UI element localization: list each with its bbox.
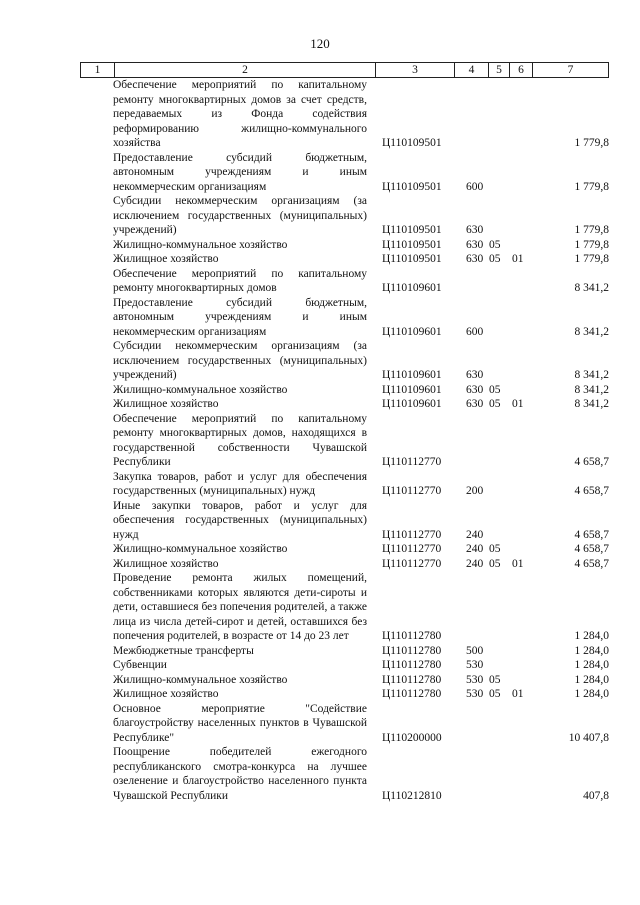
row-name: Субвенции	[113, 659, 167, 671]
row-code: Ц110112770	[382, 543, 442, 555]
table-row	[0, 702, 640, 746]
row-name: Межбюджетные трансферты	[113, 644, 254, 657]
row-col-4: 240	[466, 543, 484, 555]
row-col-5: 05	[489, 383, 501, 396]
table-row	[0, 687, 640, 702]
table-body	[0, 78, 640, 803]
table-row	[0, 238, 640, 253]
row-col-4: 240	[466, 528, 484, 541]
table-row	[0, 673, 640, 688]
header-col-2: 2	[114, 63, 375, 77]
row-code: Ц110109601	[382, 383, 442, 396]
row-name: Предоставление субсидий бюджетным, автономным учреждениям и иным некоммерческим организациям	[113, 151, 367, 193]
row-col-6: 01	[512, 557, 524, 570]
row-amount: 407,8	[583, 789, 609, 802]
row-col-4: 630	[466, 369, 484, 381]
row-code: Ц110109501	[382, 253, 442, 265]
row-amount: 10 407,8	[568, 731, 609, 744]
row-name: Жилищно-коммунальное хозяйство	[113, 673, 288, 686]
row-name: Иные закупки товаров, работ и услуг для обеспечения государственных (муниципальных) нужд	[113, 499, 367, 541]
page-number: 120	[310, 36, 330, 51]
row-col-4: 600	[466, 325, 484, 338]
row-name: Проведение ремонта жилых помещений, собственниками которых являются дети-сироты и дети, оставшиеся без попечения родителей, а также лица из числа детей-сирот и детей, оставшихся без попечения родителей, в возрасте от 14 до 23 лет	[113, 572, 367, 642]
row-code: Ц110112780	[382, 659, 442, 671]
row-name: Жилищное хозяйство	[113, 398, 219, 410]
row-name: Обеспечение мероприятий по капитальному ремонту многоквартирных домов за счет средств, передаваемых из Фонда содействия реформированию жилищно-коммунального хозяйства	[113, 79, 367, 149]
table-row	[0, 267, 640, 296]
row-col-5: 05	[489, 557, 501, 570]
row-name: Предоставление субсидий бюджетным, автономным учреждениям и иным некоммерческим организациям	[113, 296, 367, 338]
row-amount: 1 284,0	[574, 644, 609, 657]
row-name: Субсидии некоммерческим организациям (за исключением государственных (муниципальных) учреждений)	[113, 195, 367, 236]
row-col-4: 530	[466, 659, 484, 671]
header-col-6: 6	[509, 63, 532, 77]
row-amount: 4 658,7	[574, 543, 609, 555]
row-amount: 1 284,0	[574, 688, 609, 700]
table-row	[0, 412, 640, 470]
row-name: Жилищное хозяйство	[113, 688, 219, 700]
row-amount: 8 341,2	[574, 383, 609, 396]
table-row	[0, 151, 640, 195]
row-code: Ц110112780	[382, 644, 442, 657]
row-amount: 8 341,2	[574, 398, 609, 410]
row-col-6: 01	[512, 398, 524, 410]
row-col-6: 01	[512, 253, 524, 265]
header-col-1: 1	[80, 63, 114, 77]
table-row	[0, 78, 640, 151]
table-row	[0, 296, 640, 340]
row-code: Ц110109601	[382, 369, 442, 381]
row-amount: 8 341,2	[574, 369, 609, 381]
row-amount: 4 658,7	[574, 485, 609, 497]
table-row	[0, 499, 640, 543]
row-code: Ц110109601	[382, 325, 442, 338]
table-row	[0, 571, 640, 644]
row-code: Ц110112770	[382, 557, 442, 570]
row-code: Ц110109601	[382, 398, 442, 410]
row-col-4: 240	[466, 557, 484, 570]
table-row	[0, 644, 640, 659]
row-code: Ц110109601	[382, 282, 442, 294]
row-amount: 1 779,8	[574, 224, 609, 236]
row-code: Ц110109501	[382, 224, 442, 236]
row-col-4: 630	[466, 238, 484, 251]
row-col-5: 05	[489, 543, 501, 555]
row-amount: 1 779,8	[574, 137, 609, 149]
row-col-5: 05	[489, 688, 501, 700]
row-amount: 4 658,7	[574, 528, 609, 541]
row-name: Обеспечение мероприятий по капитальному ремонту многоквартирных домов, находящихся в государственной собственности Чувашской Республики	[113, 412, 367, 468]
row-col-5: 05	[489, 398, 501, 410]
header-col-5: 5	[488, 63, 509, 77]
row-code: Ц110112770	[382, 528, 442, 541]
row-amount: 1 284,0	[574, 630, 609, 642]
row-amount: 8 341,2	[574, 325, 609, 338]
row-name: Поощрение победителей ежегодного республиканского смотра-конкурса на лучшее озеленение и благоустройство населенного пункта Чувашской Республики	[113, 746, 367, 802]
row-amount: 4 658,7	[574, 557, 609, 570]
row-col-4: 500	[466, 644, 484, 657]
row-name: Закупка товаров, работ и услуг для обеспечения государственных (муниципальных) нужд	[113, 470, 367, 497]
row-name: Субсидии некоммерческим организациям (за исключением государственных (муниципальных) учреждений)	[113, 340, 367, 381]
table-row	[0, 252, 640, 267]
row-name: Жилищно-коммунальное хозяйство	[113, 383, 288, 396]
header-col-7: 7	[532, 63, 609, 77]
table-row	[0, 339, 640, 383]
row-amount: 4 658,7	[574, 456, 609, 468]
row-amount: 1 779,8	[574, 180, 609, 193]
row-col-5: 05	[489, 253, 501, 265]
row-col-4: 630	[466, 253, 484, 265]
row-code: Ц110109501	[382, 180, 442, 193]
row-name: Жилищно-коммунальное хозяйство	[113, 238, 288, 251]
row-amount: 8 341,2	[574, 282, 609, 294]
row-name: Жилищное хозяйство	[113, 557, 219, 570]
table-row	[0, 745, 640, 803]
row-code: Ц110112780	[382, 673, 442, 686]
row-col-4: 200	[466, 485, 484, 497]
header-col-3: 3	[375, 63, 454, 77]
row-code: Ц110112780	[382, 688, 442, 700]
row-code: Ц110109501	[382, 238, 442, 251]
table-row	[0, 470, 640, 499]
row-name: Жилищное хозяйство	[113, 253, 219, 265]
row-col-4: 630	[466, 383, 484, 396]
table-row	[0, 542, 640, 557]
row-name: Основное мероприятие "Содействие благоустройству населенных пунктов в Чувашской Республике"	[113, 702, 367, 744]
table-row	[0, 557, 640, 572]
row-col-4: 530	[466, 688, 484, 700]
table-header	[80, 62, 609, 78]
row-name: Обеспечение мероприятий по капитальному ремонту многоквартирных домов	[113, 267, 367, 294]
row-code: Ц110112780	[382, 630, 442, 642]
table-row	[0, 194, 640, 238]
row-amount: 1 284,0	[574, 673, 609, 686]
row-amount: 1 779,8	[574, 238, 609, 251]
row-code: Ц110200000	[382, 731, 442, 744]
header-col-4: 4	[454, 63, 488, 77]
row-col-5: 05	[489, 238, 501, 251]
row-col-4: 530	[466, 673, 484, 686]
row-name: Жилищно-коммунальное хозяйство	[113, 543, 288, 555]
row-code: Ц110112770	[382, 456, 442, 468]
row-amount: 1 779,8	[574, 253, 609, 265]
table-row	[0, 397, 640, 412]
table-row	[0, 383, 640, 398]
row-col-4: 630	[466, 398, 484, 410]
row-code: Ц110212810	[382, 789, 442, 802]
row-col-4: 600	[466, 180, 484, 193]
row-code: Ц110109501	[382, 137, 442, 149]
row-col-5: 05	[489, 673, 501, 686]
row-amount: 1 284,0	[574, 659, 609, 671]
table-row	[0, 658, 640, 673]
row-code: Ц110112770	[382, 485, 442, 497]
row-col-6: 01	[512, 688, 524, 700]
row-col-4: 630	[466, 224, 484, 236]
